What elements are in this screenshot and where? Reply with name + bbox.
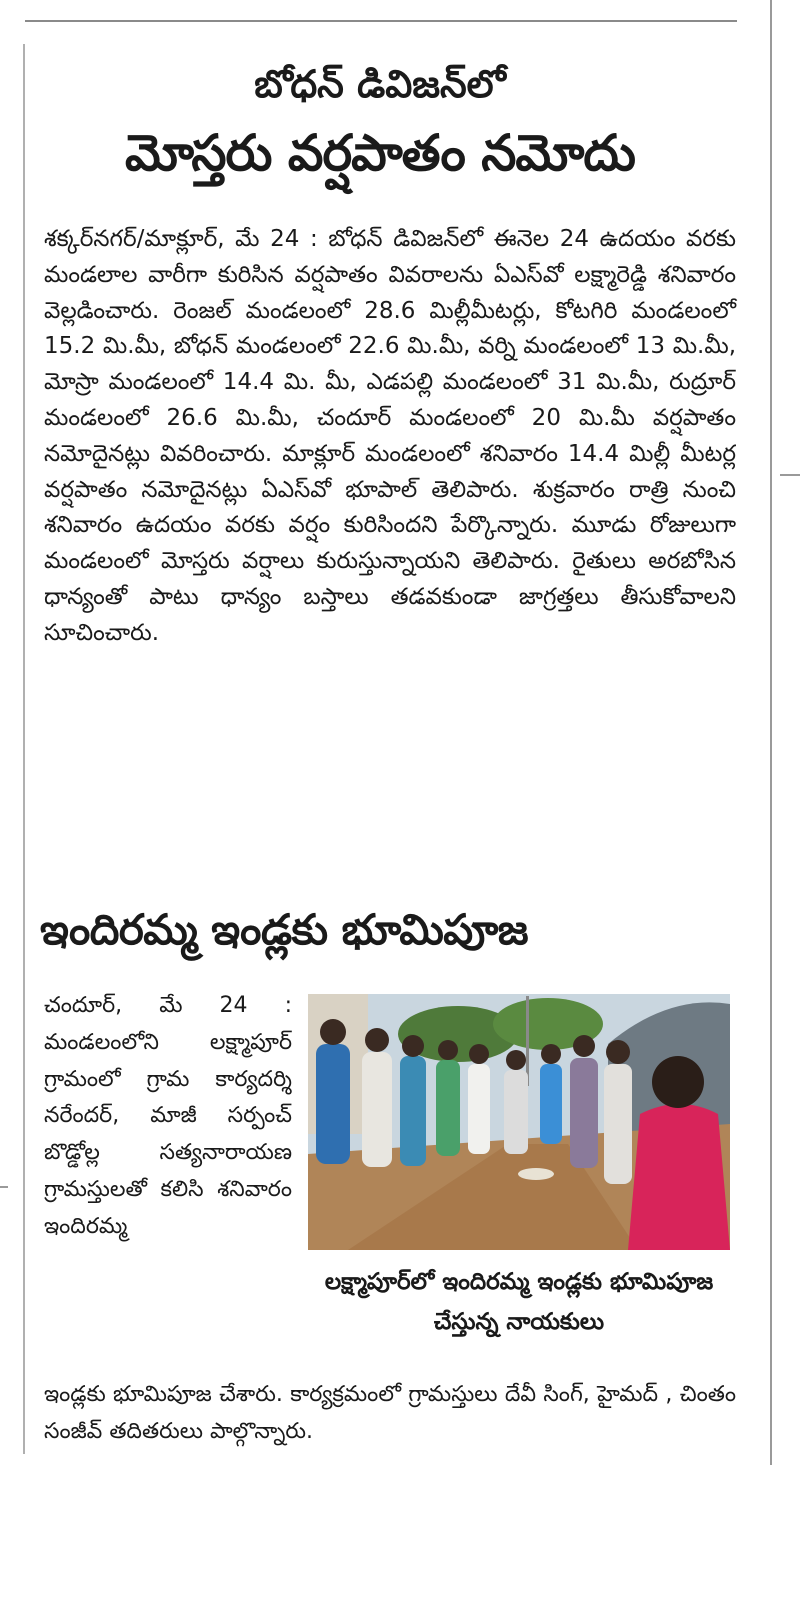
photo-puja-plate [518, 1168, 554, 1180]
photo-person-8-head [573, 1035, 595, 1057]
article2-column-text: చందూర్, మే 24 : మండలంలోని లక్ష్మాపూర్ గ్రామంలో గ్రామ కార్యదర్శి నరేందర్, మాజీ సర్పంచ్ బొడ్డోల్ల సత్యనారాయణ గ్రామస్తులతో కలిసి శనివారం ఇందిరమ్మ [44, 993, 292, 1239]
photo-caption: లక్ష్మాపూర్‌లో ఇందిరమ్మ ఇండ్లకు భూమిపూజ చేస్తున్న నాయకులు [324, 1269, 714, 1335]
photo-person-6-head [506, 1050, 526, 1070]
article1-headline: మోస్తరు వర్షపాతం నమోదు [125, 124, 635, 182]
top-rule [25, 20, 737, 22]
photo-person-3 [400, 1056, 426, 1166]
photo-person-4-head [438, 1040, 458, 1060]
photo-person-2 [362, 1052, 392, 1167]
article2-headline: ఇందిరమ్మ ఇండ్లకు భూమిపూజ [40, 905, 528, 954]
photo-person-2-head [365, 1028, 389, 1052]
photo-person-1-head [320, 1019, 346, 1045]
photo-person-6 [504, 1070, 528, 1154]
article2-tail-text: ఇండ్లకు భూమిపూజ చేశారు. కార్యక్రమంలో గ్రామస్తులు దేవీ సింగ్, హైమద్ , చింతం సంజీవ్ తదితరులు పాల్గొన్నారు. [44, 1382, 736, 1444]
photo-pole [526, 996, 529, 1086]
left-tick-rule [0, 1186, 8, 1188]
photo-person-pink-sari [628, 1104, 730, 1250]
photo-person-9 [604, 1064, 632, 1184]
photo-person-4 [436, 1060, 460, 1156]
left-column-rule [23, 44, 25, 1454]
news-photo [308, 994, 730, 1250]
photo-person-pink-head [652, 1056, 704, 1108]
article1-body-text: శక్కర్‌నగర్/మాక్లూర్, మే 24 : బోధన్ డివిజన్‌లో ఈనెల 24 ఉదయం వరకు మండలాల వారీగా కురిసిన వర్షపాతం వివరాలను ఏఎస్‌వో లక్ష్మారెడ్డి శనివారం వెల్లడించారు. రెంజల్ మండలంలో 28.6 మిల్లీమీటర్లు, కోటగిరి మండలంలో 15.2 మి.మీ, బోధన్ మండలంలో 22.6 మి.మీ, వర్ని మండలంలో 13 మి.మీ, మోస్రా మండలంలో 14.4 మి. మీ, ఎడపల్లి మండలంలో 31 మి.మీ, రుద్రూర్ మండలంలో 26.6 మి.మీ, చందూర్ మండలంలో 20 మి.మీ వర్షపాతం నమోదైనట్లు వివరించారు. మాక్లూర్ మండలంలో శనివారం 14.4 మిల్లీ మీటర్ల వర్షపాతం నమోదైనట్లు ఏఎస్‌వో భూపాల్ తెలిపారు. శుక్రవారం రాత్రి నుంచి శనివారం ఉదయం వరకు వర్షం కురిసిందని పేర్కొన్నారు. మూడు రోజులుగా మండలంలో మోస్తరు వర్షాలు కురుస్తున్నాయని తెలిపారు. రైతులు అరబోసిన ధాన్యంతో పాటు ధాన్యం బస్తాలు తడవకుండా జాగ్రత్తలు తీసుకోవాలని సూచించారు. [44, 226, 736, 646]
photo-person-3-head [402, 1035, 424, 1057]
photo-person-5 [468, 1064, 490, 1154]
photo-person-8 [570, 1058, 598, 1168]
right-tick-rule [780, 474, 800, 476]
photo-person-5-head [469, 1044, 489, 1064]
article1-kicker: బోధన్ డివిజన్‌లో [254, 62, 506, 106]
photo-person-1 [316, 1044, 350, 1164]
right-column-rule [770, 0, 772, 1465]
photo-person-9-head [606, 1040, 630, 1064]
article1-body [44, 222, 736, 652]
photo-person-7 [540, 1064, 562, 1144]
photo-person-7-head [541, 1044, 561, 1064]
photo-illustration [308, 994, 730, 1250]
